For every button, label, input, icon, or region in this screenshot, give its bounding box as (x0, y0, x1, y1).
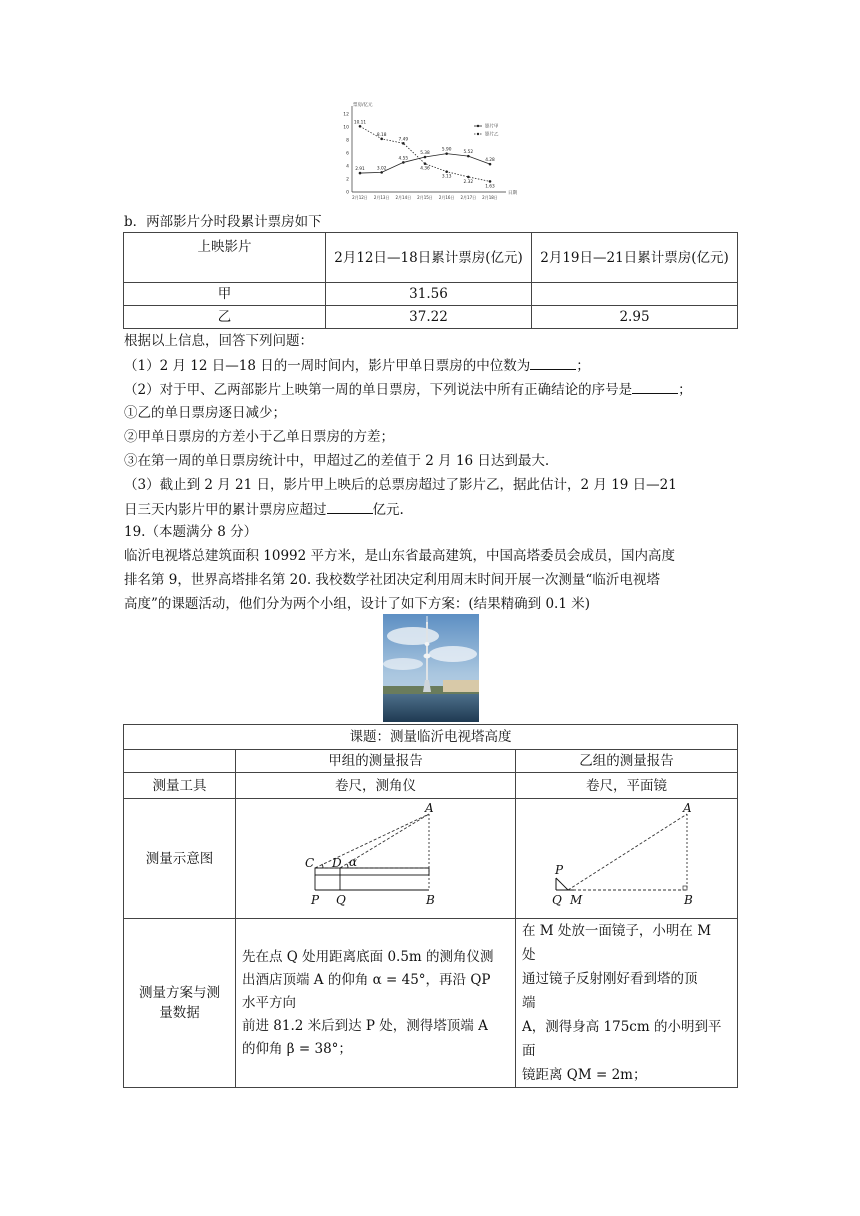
table2-tools-b: 卷尺，平面镜 (516, 773, 738, 799)
table2-col-b-header: 乙组的测量报告 (516, 750, 738, 773)
table2-diagram-label: 测量示意图 (124, 799, 236, 919)
data-point (380, 171, 383, 174)
data-point (467, 176, 470, 179)
label-A: A (425, 800, 434, 815)
diagram-a (236, 800, 515, 918)
method-b-line: 处 (522, 947, 536, 963)
data-label: 5.38 (420, 151, 430, 157)
data-point (359, 172, 362, 175)
legend-marker (477, 125, 479, 127)
label-M: M (570, 892, 583, 907)
table2-col-a-header: 甲组的测量报告 (236, 750, 516, 773)
diagram-a-cell (236, 799, 516, 919)
y-tick-label: 6 (346, 151, 349, 157)
option-1: ①乙的单日票房逐日减少； (124, 405, 286, 421)
diagram-b-cell (516, 799, 738, 919)
x-tick-label: 2月15日 (417, 195, 433, 200)
method-b-line: 在 M 处放一面镜子，小明在 M (522, 923, 712, 939)
problem-19-paragraph-3: 高度”的课题活动，他们分为两个小组，设计了如下方案：(结果精确到 0.1 米) (124, 596, 590, 612)
table1-header-week2: 2月19日—21日累计票房(亿元) (532, 233, 738, 283)
data-label: 2.91 (355, 167, 365, 173)
question-3-end: 亿元. (372, 502, 404, 518)
data-label: 2.32 (463, 179, 474, 185)
method-a-line: 水平方向 (242, 994, 296, 1011)
tv-tower-photo (383, 614, 479, 722)
method-label-line-1: 测量方案与测 (139, 985, 220, 1001)
y-tick-label: 0 (346, 190, 349, 196)
x-tick-label: 2月18日 (482, 195, 498, 200)
data-point (467, 155, 470, 158)
x-tick-label: 2月16日 (438, 195, 455, 200)
method-b-line: 端 (522, 995, 536, 1011)
label-C: C (305, 855, 315, 870)
data-point (380, 138, 383, 141)
method-b-line: A，测得身高 175cm 的小明到平 (522, 1019, 722, 1035)
questions-intro: 根据以上信息，回答下列问题： (124, 333, 313, 349)
method-a-cell (236, 919, 516, 1088)
table2-tools-label: 测量工具 (124, 773, 236, 799)
table2-method-label (124, 919, 236, 1088)
question-3-text: 日三天内影片甲的累计票房应超过 (124, 502, 327, 518)
data-label: 5.90 (441, 147, 452, 153)
label-D: D (332, 855, 342, 870)
data-point (489, 180, 492, 183)
table2-empty-cell (124, 750, 236, 773)
answer-blank (632, 379, 678, 394)
data-point (402, 161, 405, 164)
table1-cell (532, 283, 738, 306)
data-label: 5.52 (463, 150, 474, 156)
legend-marker (477, 133, 479, 135)
answer-blank (327, 499, 373, 514)
table1-header-film: 上映影片 (124, 233, 326, 283)
table1-cell: 甲 (124, 283, 326, 306)
method-b-line: 通过镜子反射刚好看到塔的顶 (522, 971, 698, 987)
data-point (445, 170, 448, 173)
data-point (445, 152, 448, 155)
label-Q: Q (552, 892, 562, 907)
question-2-end: ； (678, 382, 692, 398)
data-point (359, 125, 362, 128)
data-label: 10.11 (353, 120, 367, 126)
answer-blank (530, 355, 576, 370)
data-label: 3.13 (441, 174, 452, 180)
question-3-line-a: （3）截止到 2 月 21 日，影片甲上映后的总票房超过了影片乙，据此估计，2 月 19 日—21 (124, 477, 677, 493)
option-2: ②甲单日票房的方差小于乙单日票房的方差； (124, 429, 394, 445)
diagram-b (516, 800, 737, 918)
y-tick-label: 12 (343, 112, 349, 118)
label-B: B (426, 892, 435, 907)
x-tick-label: 2月13日 (373, 195, 390, 200)
y-axis-label: 票房/亿元 (353, 103, 373, 108)
data-label: 7.49 (398, 137, 409, 143)
problem-19-paragraph-2: 排名第 9，世界高塔排名第 20. 我校数学社团决定利用周末时间开展一次测量“临沂电视塔 (124, 572, 660, 588)
data-label: 3.02 (376, 166, 387, 172)
table1-cell: 37.22 (326, 306, 532, 329)
method-a-line: 出酒店顶端 A 的仰角 α = 45°，再沿 QP (242, 971, 491, 988)
method-b-line: 面 (522, 1043, 536, 1059)
question-1-end: ； (576, 358, 590, 374)
box-office-table (123, 232, 738, 329)
method-a-line: 的仰角 β = 38°； (242, 1040, 352, 1057)
method-b-cell (516, 919, 738, 1088)
x-tick-label: 2月14日 (395, 195, 412, 200)
box-office-line-chart (338, 100, 523, 204)
question-2 (124, 379, 692, 400)
data-label: 4.28 (485, 158, 495, 164)
option-3: ③在第一周的单日票房统计中，甲超过乙的差值于 2 月 16 日达到最大. (124, 453, 550, 469)
x-tick-label: 2月12日 (352, 195, 368, 200)
method-a-line: 前进 81.2 米后到达 P 处，测得塔顶端 A (242, 1017, 488, 1034)
legend-label: 影片乙 (485, 132, 499, 138)
x-axis-label: 日期 (508, 191, 517, 196)
legend-label: 影片甲 (485, 124, 499, 130)
question-3-line-b (124, 499, 404, 520)
data-label: 8.18 (376, 132, 387, 138)
problem-19-paragraph-1: 临沂电视塔总建筑面积 10992 平方米，是山东省最高建筑，中国高塔委员会成员，国内高度 (124, 548, 676, 564)
method-a-line: 先在点 Q 处用距离底面 0.5m 的测角仪测 (242, 948, 494, 965)
data-point (489, 163, 492, 166)
question-2-text: （2）对于甲、乙两部影片上映第一周的单日票房，下列说法中所有正确结论的序号是 (124, 382, 633, 398)
label-P: P (311, 892, 320, 907)
label-A: A (683, 800, 692, 815)
data-point (424, 162, 427, 165)
method-label-line-2: 量数据 (159, 1005, 200, 1021)
y-tick-label: 4 (346, 164, 349, 170)
table1-cell: 乙 (124, 306, 326, 329)
data-label: 1.63 (485, 184, 495, 190)
table2-title: 课题：测量临沂电视塔高度 (124, 725, 738, 750)
data-label: 4.55 (398, 156, 409, 162)
table1-cell: 31.56 (326, 283, 532, 306)
section-b-caption: b．两部影片分时段累计票房如下 (124, 214, 322, 230)
table1-cell: 2.95 (532, 306, 738, 329)
measurement-table (123, 724, 738, 1088)
data-point (424, 156, 427, 159)
label-Q: Q (336, 892, 346, 907)
problem-19-heading: 19.（本题满分 8 分） (124, 524, 258, 540)
y-tick-label: 10 (343, 125, 349, 131)
label-B: B (684, 892, 693, 907)
y-tick-label: 2 (346, 177, 349, 183)
data-point (402, 142, 405, 145)
table1-header-week1: 2月12日—18日累计票房(亿元) (326, 233, 532, 283)
label-alpha: α (349, 854, 358, 869)
y-tick-label: 8 (346, 138, 349, 144)
data-label: 4.36 (420, 166, 430, 172)
question-1-text: （1）2 月 12 日—18 日的一周时间内，影片甲单日票房的中位数为 (124, 358, 531, 374)
label-P: P (555, 862, 564, 877)
method-b-line: 镜距离 QM = 2m； (522, 1067, 647, 1083)
question-1 (124, 355, 590, 376)
table2-tools-a: 卷尺，测角仪 (236, 773, 516, 799)
x-tick-label: 2月17日 (460, 195, 477, 200)
